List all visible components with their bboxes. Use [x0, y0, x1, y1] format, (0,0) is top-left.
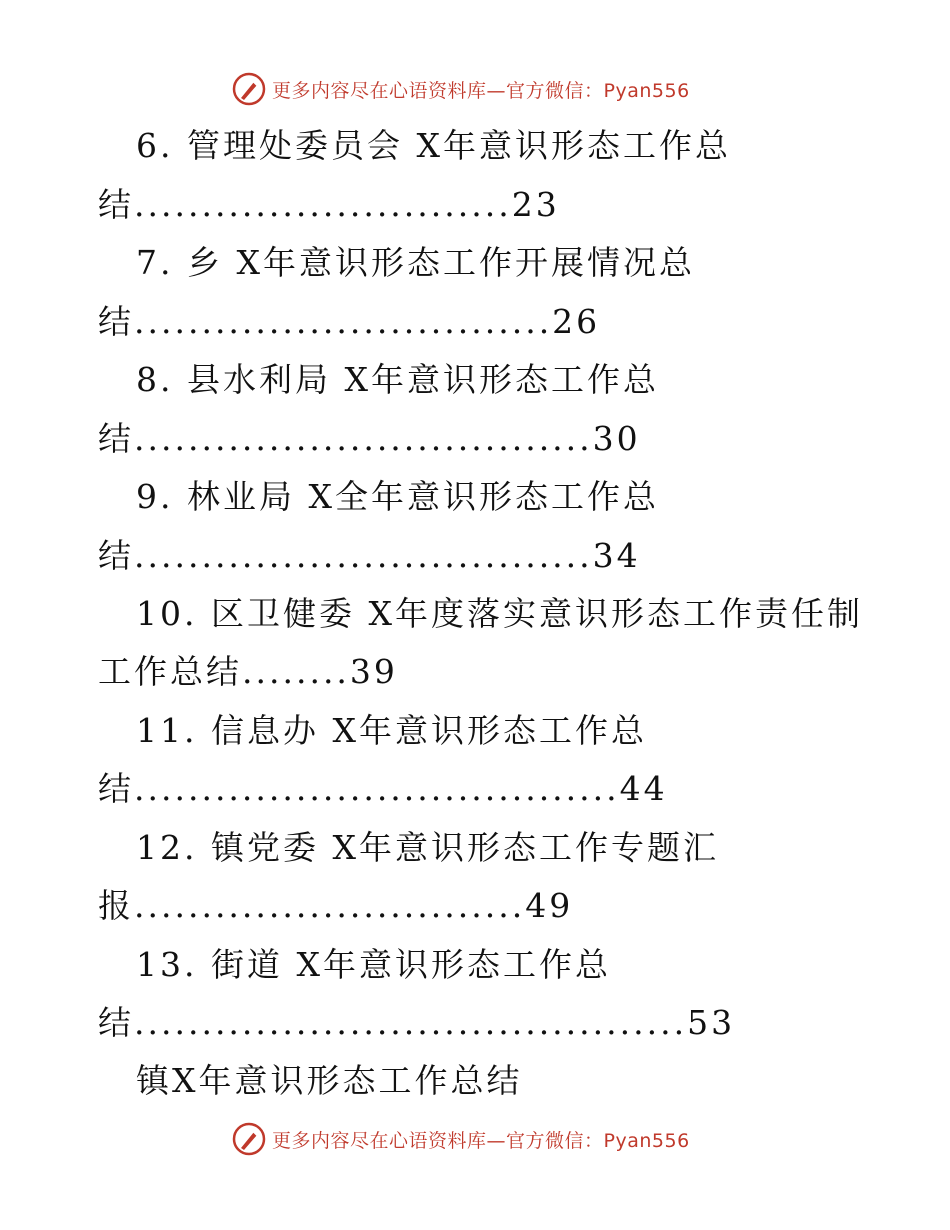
toc-entry-title: 12. 镇党委 X年意识形态工作专题汇 [136, 828, 719, 867]
toc-entry-continuation: 结...............................26 [98, 302, 601, 341]
toc-entry-continuation: 结..................................34 [98, 536, 641, 575]
toc-entry-title: 13. 街道 X年意识形态工作总 [136, 945, 611, 984]
watermark-header [232, 72, 690, 106]
toc-entry-title: 镇X年意识形态工作总结 [136, 1061, 523, 1100]
toc-entry-title: 11. 信息办 X年意识形态工作总 [136, 711, 647, 750]
pen-logo-icon [232, 1122, 266, 1156]
toc-entry-title: 7. 乡 X年意识形态工作开展情况总 [136, 243, 695, 282]
watermark-footer [232, 1122, 690, 1156]
toc-entry-title: 8. 县水利局 X年意识形态工作总 [136, 360, 659, 399]
toc-entry-continuation: 报.............................49 [98, 886, 574, 925]
toc-entry-title: 10. 区卫健委 X年度落实意识形态工作责任制 [136, 594, 863, 633]
watermark-text: 更多内容尽在心语资料库—官方微信：Pyan556 [272, 1129, 690, 1152]
pen-logo-icon [232, 72, 266, 106]
watermark-text: 更多内容尽在心语资料库—官方微信：Pyan556 [272, 79, 690, 102]
toc-entry-continuation: 结....................................44 [98, 769, 668, 808]
toc-entry-continuation: 工作总结........39 [98, 652, 398, 691]
toc-entry-title: 9. 林业局 X全年意识形态工作总 [136, 477, 659, 516]
toc-entry-continuation: 结..................................30 [98, 419, 641, 458]
toc-entry-continuation: 结.........................................53 [98, 1003, 736, 1042]
toc-entry-title: 6. 管理处委员会 X年意识形态工作总 [136, 126, 731, 165]
toc-entry-continuation: 结............................23 [98, 185, 560, 224]
